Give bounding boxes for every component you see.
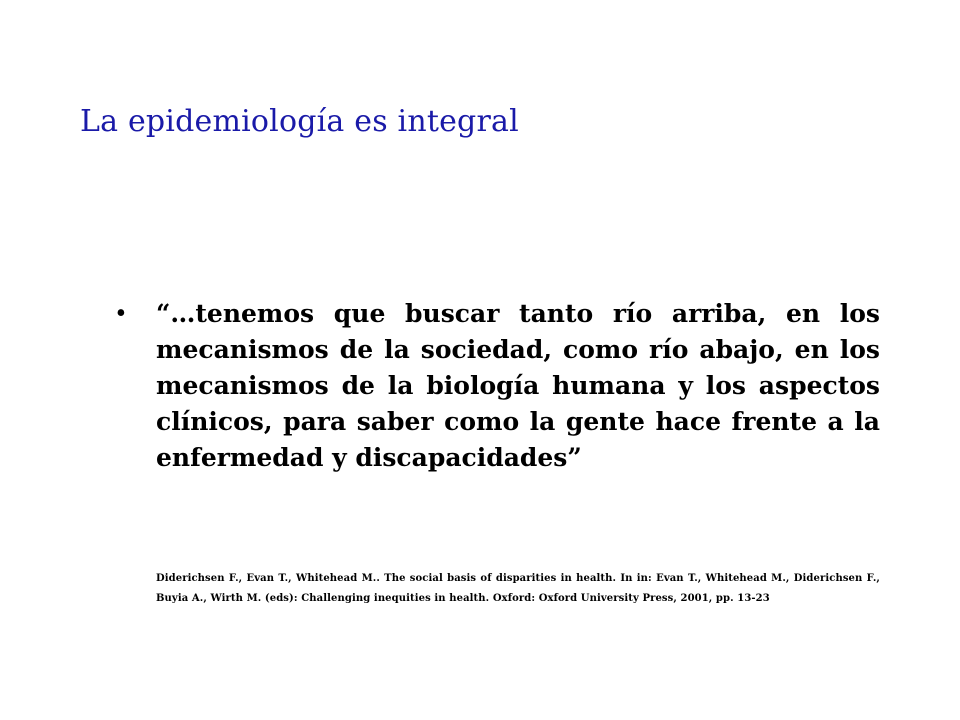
quote-text: “…tenemos que buscar tanto río arriba, en los mecanismos de la sociedad, como río abajo, en los mecanismos de la biología humana y los aspectos clínicos, para saber como la gente hace frente a la enfermedad y discapacidades” — [156, 299, 880, 472]
citation-text: Diderichsen F., Evan T., Whitehead M.. The social basis of disparities in health. In in: Evan T., Whitehead M., Diderichsen F., Buyia A., Wirth M. (eds): Challenging inequities in health. Oxford: Oxford University Press, 2001, pp. 13-23 — [156, 573, 880, 604]
quote-bullet — [116, 296, 880, 476]
bullet-icon: • — [116, 298, 126, 329]
slide-title: La epidemiología es integral — [80, 104, 519, 139]
